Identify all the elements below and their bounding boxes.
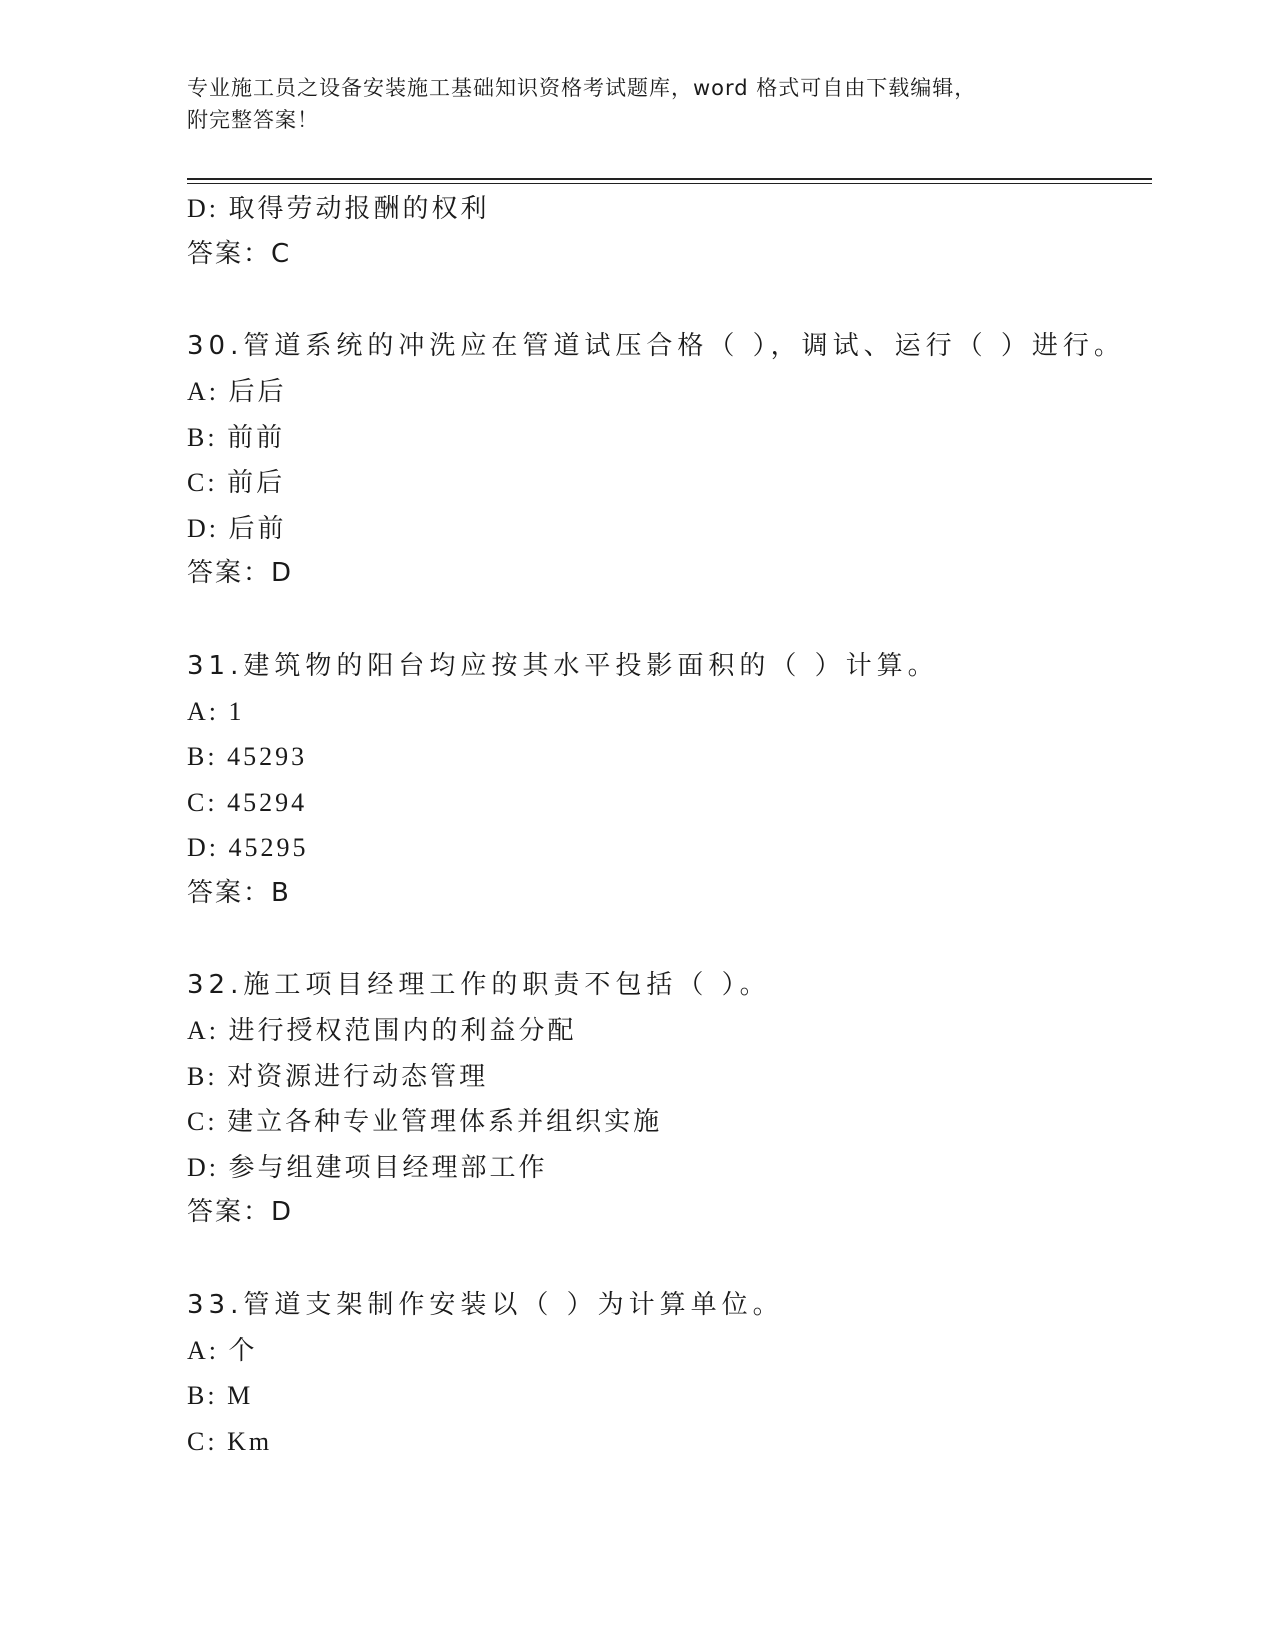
- header-line-2: 附完整答案！: [187, 108, 319, 132]
- answer-label: 答案：D: [187, 1197, 294, 1227]
- option-b: B: 对资源进行动态管理: [187, 1061, 489, 1091]
- option-a: A: 1: [187, 696, 245, 726]
- option-d: D: 后前: [187, 513, 287, 543]
- question-title: 30.管道系统的冲洗应在管道试压合格（ ），调试、运行（ ）进行。: [187, 331, 1125, 361]
- option-c: C: 45294: [187, 787, 308, 817]
- option-a: A: 进行授权范围内的利益分配: [187, 1016, 577, 1045]
- option-d: D: 取得劳动报酬的权利: [187, 194, 490, 223]
- question-title: 31.建筑物的阳台均应按其水平投影面积的（ ）计算。: [187, 650, 939, 681]
- question-list: [187, 186, 1152, 1464]
- answer-label: 答案：B: [187, 877, 291, 908]
- header-divider: [187, 178, 1152, 184]
- spacer: [187, 1236, 1152, 1282]
- option-d: D: 45295: [187, 833, 309, 862]
- document-header: [187, 72, 1067, 136]
- answer-label: 答案：C: [187, 238, 292, 269]
- option-c: C: 建立各种专业管理体系并组织实施: [187, 1107, 663, 1136]
- question-title: 33.管道支架制作安装以（ ）为计算单位。: [187, 1289, 784, 1320]
- option-b: B: M: [187, 1381, 254, 1410]
- spacer: [187, 277, 1152, 323]
- option-a: A: 个: [187, 1335, 258, 1365]
- spacer: [187, 597, 1152, 643]
- answer-label: 答案：D: [187, 558, 294, 588]
- option-c: C: 前后: [187, 468, 286, 497]
- option-d: D: 参与组建项目经理部工作: [187, 1152, 548, 1182]
- header-line-1: 专业施工员之设备安装施工基础知识资格考试题库，word 格式可自由下载编辑，: [187, 76, 977, 100]
- option-b: B: 前前: [187, 422, 286, 452]
- spacer: [187, 916, 1152, 962]
- option-b: B: 45293: [187, 742, 308, 771]
- option-a: A: 后后: [187, 377, 287, 406]
- option-c: C: Km: [187, 1426, 273, 1456]
- question-title: 32.施工项目经理工作的职责不包括（ ）。: [187, 970, 771, 1000]
